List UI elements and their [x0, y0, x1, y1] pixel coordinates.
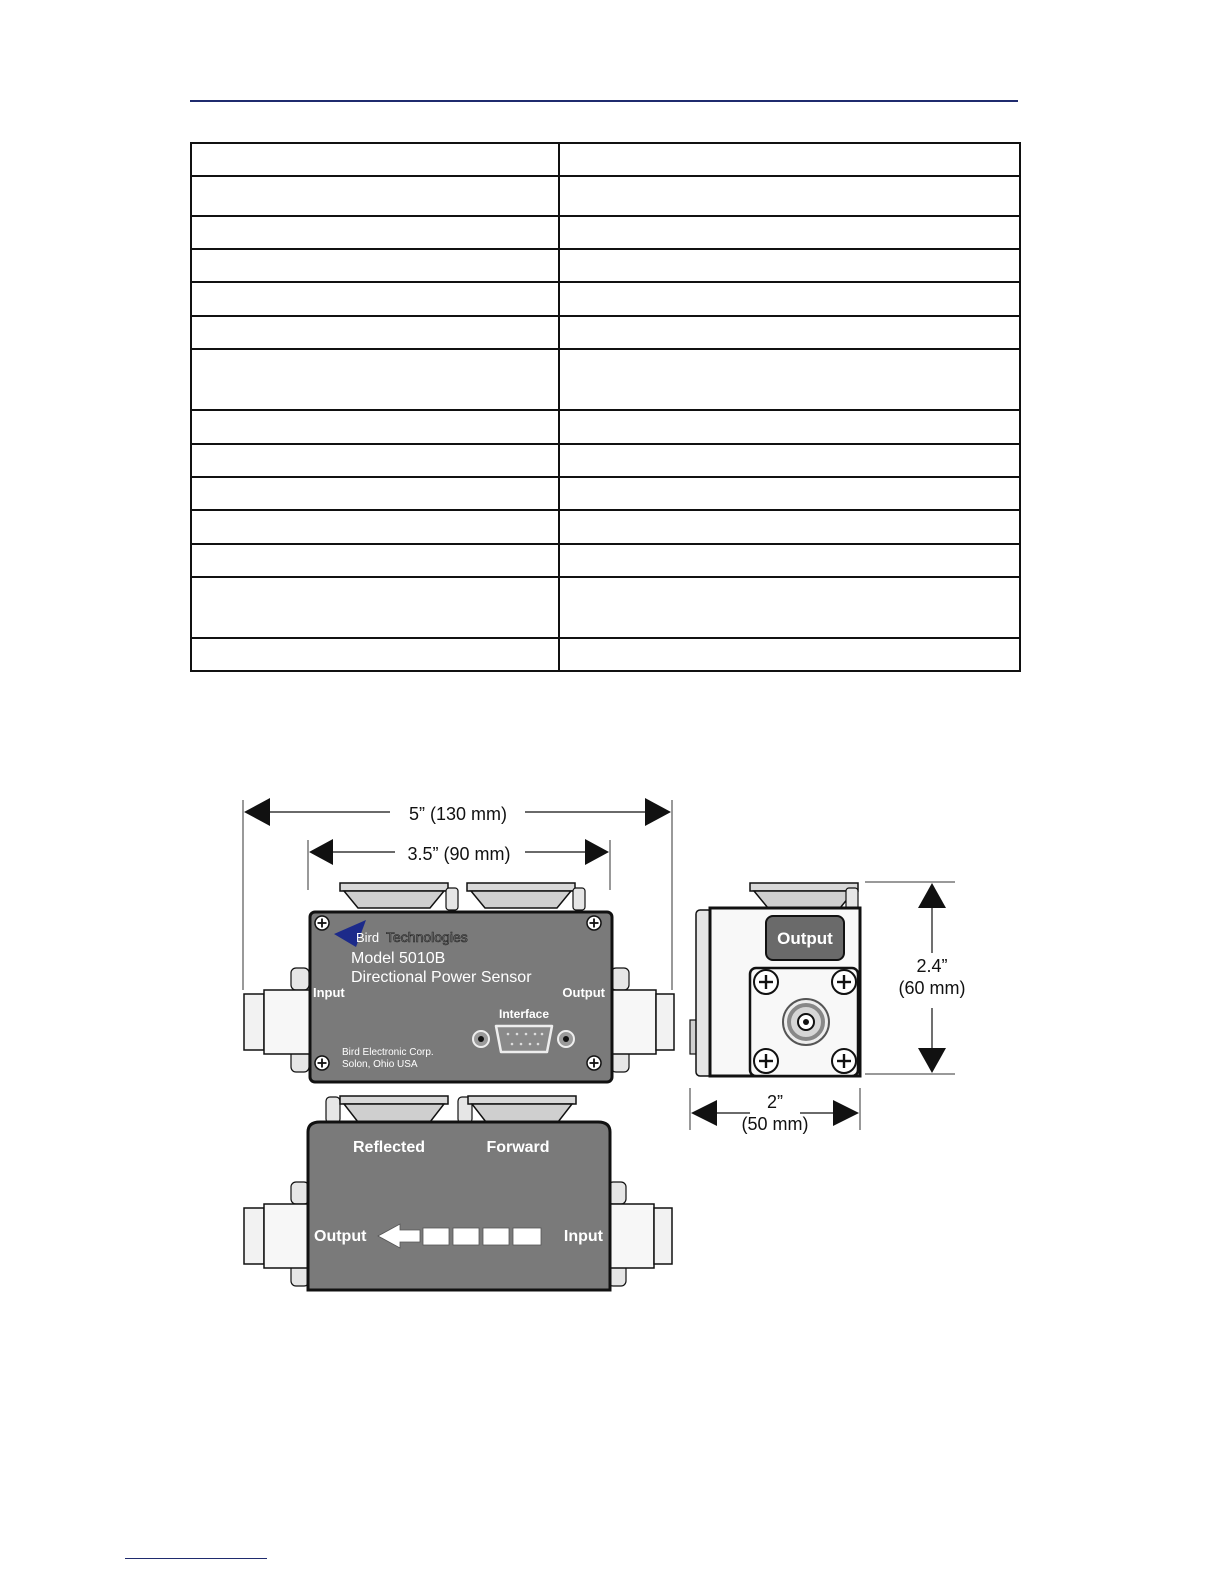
table-row	[191, 638, 1020, 671]
body-width-label: 3.5” (90 mm)	[407, 844, 511, 864]
table-row	[191, 410, 1020, 444]
table-cell	[559, 544, 1020, 577]
table-row	[191, 176, 1020, 216]
bottom-view	[244, 1096, 672, 1290]
input-label: Input	[313, 985, 345, 1000]
screw-icon	[587, 1056, 601, 1070]
brand-technologies: Technologies	[386, 929, 468, 945]
table-row	[191, 510, 1020, 544]
height-label-line1: 2.4”	[916, 956, 948, 976]
table-cell	[559, 410, 1020, 444]
table-cell	[191, 316, 559, 349]
table-cell	[191, 544, 559, 577]
table-cell	[559, 249, 1020, 282]
interface-label: Interface	[498, 1007, 550, 1021]
reflected-label: Reflected	[352, 1139, 426, 1156]
screw-icon	[587, 916, 601, 930]
table-cell	[191, 249, 559, 282]
element-socket-icon	[340, 883, 458, 910]
bottom-output-label: Output	[314, 1228, 367, 1245]
screw-icon	[315, 1056, 329, 1070]
table-cell	[191, 638, 559, 671]
table-row	[191, 577, 1020, 638]
table-cell	[559, 477, 1020, 510]
spec-table	[190, 142, 1021, 672]
screw-icon	[754, 970, 778, 994]
table-cell	[559, 176, 1020, 216]
overall-width-label: 5” (130 mm)	[408, 804, 508, 824]
depth-label-line2: (50 mm)	[741, 1114, 809, 1134]
table-cell	[191, 282, 559, 316]
screw-icon	[832, 970, 856, 994]
table-row	[191, 544, 1020, 577]
dimension-drawing	[230, 790, 990, 1310]
output-connector-icon	[608, 968, 674, 1072]
input-connector-icon	[244, 968, 312, 1072]
table-row	[191, 316, 1020, 349]
forward-label: Forward	[486, 1139, 550, 1156]
bottom-input-label: Input	[563, 1228, 603, 1245]
table-cell	[191, 444, 559, 477]
height-dimension	[865, 882, 966, 1074]
table-cell	[191, 216, 559, 249]
table-row	[191, 349, 1020, 410]
table-cell	[191, 176, 559, 216]
table-cell	[559, 349, 1020, 410]
maker-line2: Solon, Ohio USA	[342, 1059, 418, 1070]
side-output-label: Output	[777, 929, 833, 948]
table-cell	[559, 282, 1020, 316]
input-connector-icon	[606, 1182, 672, 1286]
depth-label-line1: 2”	[766, 1092, 784, 1112]
table-cell	[559, 638, 1020, 671]
table-cell	[559, 577, 1020, 638]
table-cell	[191, 510, 559, 544]
height-label-line2: (60 mm)	[898, 978, 966, 998]
table-cell	[191, 143, 559, 176]
table-row	[191, 249, 1020, 282]
table-cell	[559, 316, 1020, 349]
table-cell	[559, 143, 1020, 176]
screw-icon	[315, 916, 329, 930]
header-rule	[190, 100, 1018, 102]
element-socket-icon	[467, 883, 585, 910]
screw-icon	[754, 1049, 778, 1073]
output-label: Output	[562, 985, 605, 1000]
table-row	[191, 143, 1020, 176]
output-connector-icon	[244, 1182, 312, 1286]
brand-bird: Bird	[356, 930, 380, 945]
table-cell	[559, 444, 1020, 477]
element-socket-icon	[750, 883, 858, 910]
table-cell	[191, 577, 559, 638]
element-socket-icon	[340, 1096, 448, 1122]
depth-dimension	[690, 1088, 860, 1134]
table-cell	[191, 349, 559, 410]
n-connector-icon	[783, 999, 829, 1045]
footer-rule	[125, 1558, 267, 1559]
model-label: Model 5010B	[351, 950, 446, 967]
table-row	[191, 444, 1020, 477]
table-cell	[191, 410, 559, 444]
top-view	[244, 883, 674, 1082]
element-socket-icon	[468, 1096, 576, 1122]
table-row	[191, 477, 1020, 510]
table-cell	[191, 477, 559, 510]
description-label: Directional Power Sensor	[351, 969, 532, 986]
table-row	[191, 282, 1020, 316]
table-row	[191, 216, 1020, 249]
maker-line1: Bird Electronic Corp.	[342, 1047, 434, 1058]
side-view	[690, 883, 860, 1076]
table-cell	[559, 216, 1020, 249]
table-cell	[559, 510, 1020, 544]
screw-icon	[832, 1049, 856, 1073]
